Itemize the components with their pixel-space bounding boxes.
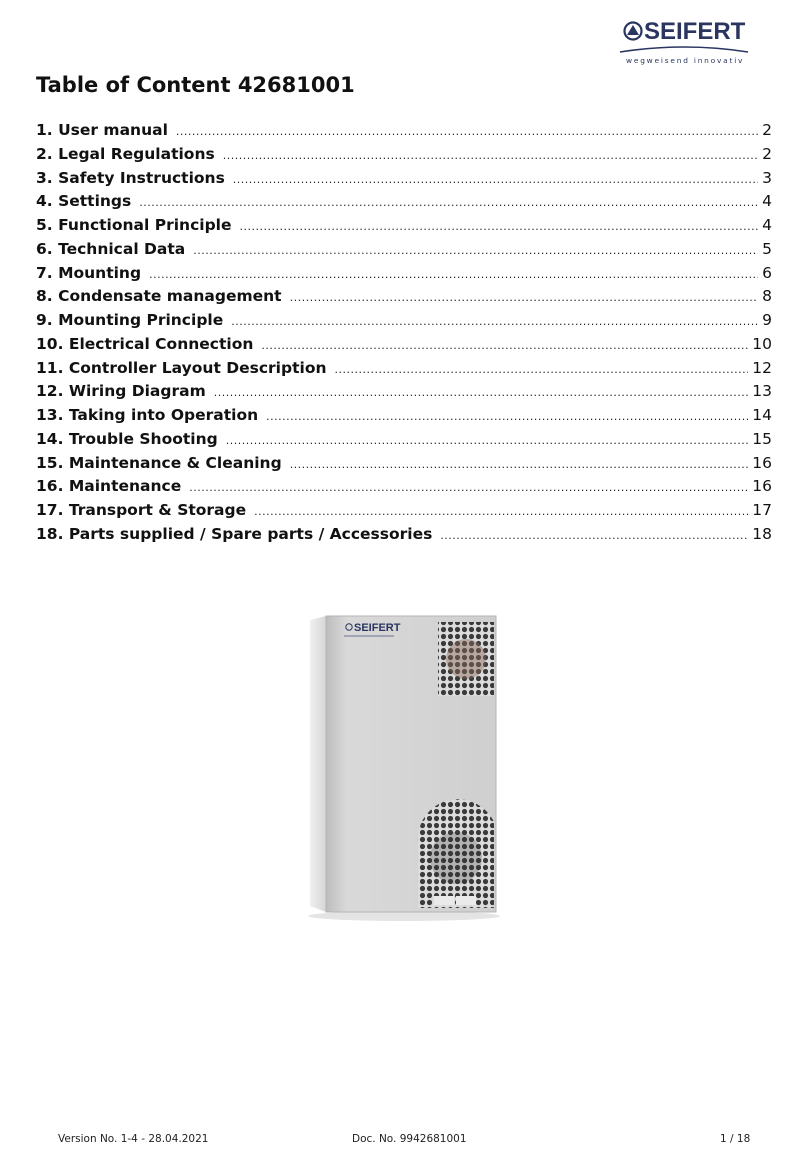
toc-dot-leader xyxy=(139,191,758,215)
toc-entry-page: 16 xyxy=(752,453,772,472)
toc-dot-leader xyxy=(290,286,759,310)
toc-entry[interactable] xyxy=(36,238,772,262)
toc-entry-page: 16 xyxy=(752,477,772,496)
toc-entry-page: 2 xyxy=(762,144,772,163)
toc-entry-label: 5. Functional Principle xyxy=(36,216,232,234)
toc-dot-leader xyxy=(440,524,748,548)
toc-entry[interactable] xyxy=(36,475,772,499)
toc-entry-label: 10. Electrical Connection xyxy=(36,334,254,353)
page-title: Table of Content 42681001 xyxy=(36,73,355,97)
toc-entry[interactable] xyxy=(36,190,772,214)
toc-entry-page: 8 xyxy=(762,287,772,306)
footer-version: Version No. 1-4 - 28.04.2021 xyxy=(58,1133,209,1145)
toc-entry-page: 6 xyxy=(762,263,772,282)
toc-entry[interactable] xyxy=(36,380,772,404)
toc-dot-leader xyxy=(261,334,748,358)
toc-entry[interactable] xyxy=(36,428,772,452)
toc-entry[interactable] xyxy=(36,499,772,523)
toc-entry[interactable] xyxy=(36,357,772,381)
brand-name: SEIFERT xyxy=(644,18,746,45)
toc-dot-leader xyxy=(223,144,758,168)
toc-entry-label: 2. Legal Regulations xyxy=(36,144,215,163)
toc-dot-leader xyxy=(335,358,749,382)
toc-entry[interactable] xyxy=(36,119,772,143)
toc-entry-label: 13. Taking into Operation xyxy=(36,406,259,424)
toc-entry[interactable] xyxy=(36,285,772,309)
toc-entry-label: 3. Safety Instructions xyxy=(36,168,225,187)
toc-dot-leader xyxy=(226,429,749,453)
toc-dot-leader xyxy=(176,120,758,144)
toc-entry-label: 6. Technical Data xyxy=(36,239,186,258)
toc-entry-page: 13 xyxy=(752,382,772,401)
brand-tagline: wegweisend innovativ xyxy=(626,56,745,65)
toc-dot-leader xyxy=(240,215,759,239)
toc-dot-leader xyxy=(189,476,748,500)
seifert-logo-graphic xyxy=(618,14,752,66)
toc-entry-label: 4. Settings xyxy=(36,192,132,211)
toc-dot-leader xyxy=(233,168,758,192)
toc-entry-label: 9. Mounting Principle xyxy=(36,311,224,329)
toc-entry[interactable] xyxy=(36,143,772,167)
toc-entry-label: 17. Transport & Storage xyxy=(36,501,247,519)
toc-entry-page: 4 xyxy=(762,216,772,234)
toc-entry[interactable] xyxy=(36,452,772,476)
toc-entry[interactable] xyxy=(36,262,772,286)
toc-entry[interactable] xyxy=(36,404,772,428)
toc-dot-leader xyxy=(214,381,749,405)
toc-entry-page: 17 xyxy=(752,501,772,519)
product-image xyxy=(300,612,502,922)
toc-entry-page: 12 xyxy=(752,358,772,377)
footer-doc-number: Doc. No. 9942681001 xyxy=(352,1133,467,1145)
brand-logo xyxy=(618,14,752,66)
toc-dot-leader xyxy=(231,310,758,334)
toc-entry-label: 14. Trouble Shooting xyxy=(36,429,218,448)
toc-dot-leader xyxy=(290,453,749,477)
toc-dot-leader xyxy=(149,263,758,287)
toc-entry-label: 8. Condensate management xyxy=(36,287,282,306)
toc-entry[interactable] xyxy=(36,214,772,238)
toc-entry-page: 18 xyxy=(752,524,772,543)
toc-entry-page: 3 xyxy=(762,168,772,187)
toc-entry[interactable] xyxy=(36,523,772,547)
product-brand-label: SEIFERT xyxy=(354,622,401,634)
toc-entry[interactable] xyxy=(36,167,772,191)
toc-entry-label: 7. Mounting xyxy=(36,263,142,282)
toc-entry-page: 14 xyxy=(752,406,772,424)
table-of-contents xyxy=(36,119,772,547)
toc-entry[interactable] xyxy=(36,333,772,357)
toc-dot-leader xyxy=(266,405,748,429)
toc-entry-page: 9 xyxy=(762,311,772,329)
toc-entry-page: 2 xyxy=(762,121,772,139)
toc-entry-label: 12. Wiring Diagram xyxy=(36,382,206,401)
toc-dot-leader xyxy=(254,500,748,524)
toc-entry-label: 16. Maintenance xyxy=(36,477,182,496)
toc-entry-page: 15 xyxy=(752,429,772,448)
toc-entry-page: 4 xyxy=(762,192,772,211)
toc-entry-label: 18. Parts supplied / Spare parts / Accessories xyxy=(36,524,433,543)
toc-dot-leader xyxy=(193,239,758,263)
toc-entry-label: 15. Maintenance & Cleaning xyxy=(36,453,282,472)
toc-entry-page: 5 xyxy=(762,239,772,258)
toc-entry[interactable] xyxy=(36,309,772,333)
footer-page-number: 1 / 18 xyxy=(720,1133,751,1145)
toc-entry-label: 1. User manual xyxy=(36,121,168,139)
toc-entry-page: 10 xyxy=(752,334,772,353)
toc-entry-label: 11. Controller Layout Description xyxy=(36,358,327,377)
